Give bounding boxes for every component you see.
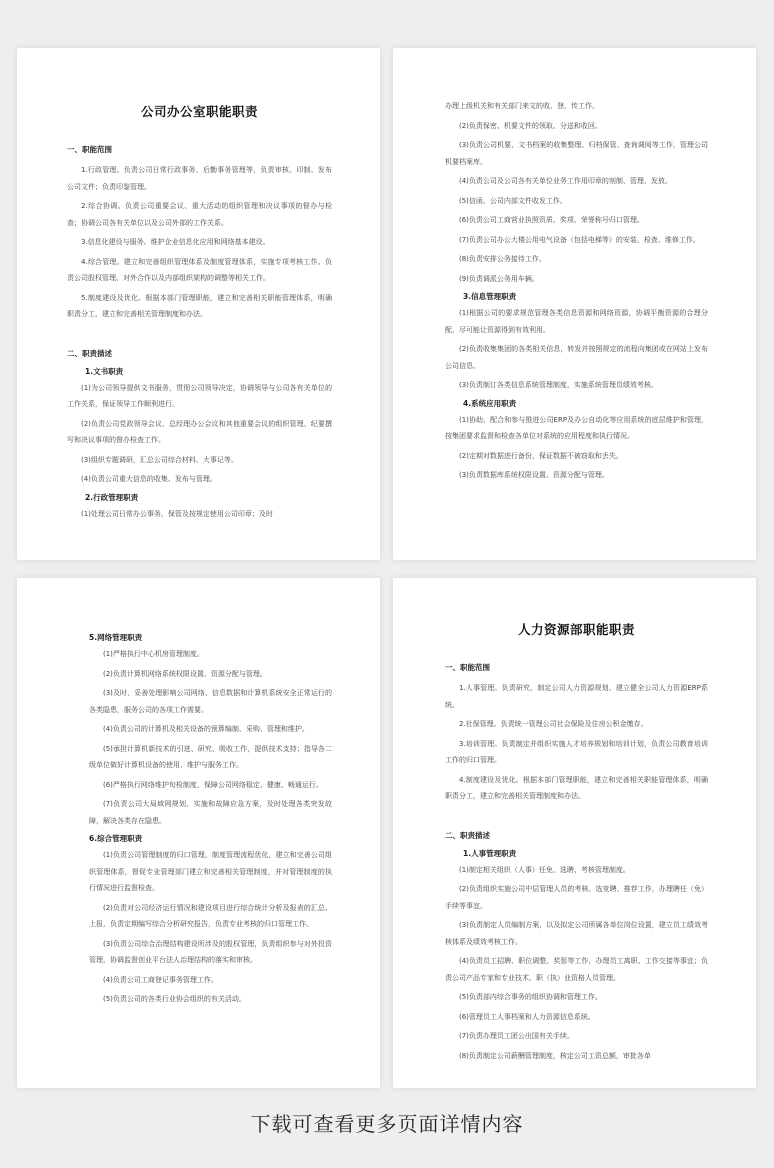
- paragraph-list: [67, 162, 332, 323]
- section-heading: 一、职能范围: [445, 663, 490, 672]
- subsection-heading: 5.网络管理职责: [89, 633, 143, 642]
- document-page-4: [393, 578, 756, 1088]
- paragraph: 5.制度建设及优化。根据本部门管理职能，建立和完善相关职能管理体系，明确职责分工，建立和完善相关管理制度和办法。: [67, 293, 332, 318]
- section-heading: 二、职责描述: [67, 348, 112, 358]
- paragraph: (4)负责公司工商登记事务管理工作。: [103, 975, 218, 984]
- subsection-heading: 1.人事管理职责: [463, 848, 517, 858]
- paragraph: (1)根据公司的要求规范管理各类信息资源和网络资源，协调平衡资源的合理分配，尽可能让资源得到有效利用。: [445, 309, 708, 334]
- paragraph: (4)负责公司及公司各有关单位业务工作用印章的刻制、管理、发放。: [459, 177, 672, 185]
- paragraph: (2)负责保密、机要文件的领取、分送和收回。: [459, 121, 602, 130]
- paragraph: 办理上级机关和有关部门来文的收、登、传工作。: [445, 102, 599, 110]
- paragraph: 3.信息化建设与服务。维护企业信息化应用和网络基本建设。: [81, 238, 270, 246]
- paragraph: (2)负责组织实施公司中层管理人员的考核、选竞聘、推荐工作，办理聘任（免）手续等事宜。: [445, 885, 708, 910]
- paragraph-list: [445, 680, 708, 805]
- paragraph-list: [445, 412, 708, 484]
- paragraph: (7)负责办理员工团公出国有关手续。: [459, 1032, 574, 1040]
- paragraph: (8)负责安排公务接待工作。: [459, 255, 546, 263]
- page-title: 人力资源部职能职责: [517, 622, 635, 637]
- paragraph: (8)负责制定公司薪酬管理制度，核定公司工资总额，审批各单: [459, 1051, 651, 1060]
- paragraph: 1.行政管理。负责公司日常行政事务、后勤事务管理等，负责审核、印制、发布公司文件；负责印鉴管理。: [67, 166, 332, 191]
- subsection-heading: 1.文书职责: [85, 366, 124, 376]
- paragraph: (3)负责制订各类信息系统管理制度，实施系统管理员绩效考核。: [459, 381, 658, 389]
- paragraph: (1)为公司领导提供文书服务，贯彻公司领导决定，协调领导与公司各有关单位的工作关系，保证领导工作顺利进行。: [67, 383, 332, 408]
- paragraph: (6)管理员工人事档案和人力资源信息系统。: [459, 1012, 595, 1021]
- paragraph: (2)负责对公司经济运行情况和建设项目进行综合统计分析及报表的汇总、上报，负责定期编写综合分析研究报告，负责专业考核的归口管理工作。: [89, 903, 332, 928]
- paragraph: (1)制定相关组织（人事）任免、选聘、考核管理制度。: [459, 865, 630, 874]
- subsection-heading: 4.系统应用职责: [463, 398, 517, 408]
- document-page-1: [17, 48, 380, 560]
- paragraph: 4.综合管理。建立和完善组织管理体系及制度管理体系，实施专项考核工作。负责公司股权管理、对外合作以及内部组织架构的调整等相关工作。: [67, 257, 332, 282]
- document-page-2: [393, 48, 756, 560]
- paragraph: (2)负责公司党政领导会议、总经理办公会议和其他重要会议的组织管理、纪要撰写和决议事项的督办检查工作。: [67, 419, 332, 444]
- paragraph: (3)负责数据库系统权限设置、资源分配与管理。: [459, 471, 609, 479]
- download-caption: 下载可查看更多页面详情内容: [250, 1112, 524, 1136]
- paragraph: (3)组织专题调研，汇总公司综合材料、大事记等。: [81, 455, 238, 464]
- subsection-heading: 6.综合管理职责: [89, 834, 143, 843]
- paragraph: (7)负责公司办公大楼公用电气设备（包括电梯等）的安装、检查、维修工作。: [459, 235, 700, 244]
- paragraph-list: [445, 305, 708, 394]
- paragraph-list: [67, 506, 332, 523]
- paragraph-list: [67, 380, 332, 488]
- document-page-3: [17, 578, 380, 1088]
- subsection-heading: 3.信息管理职责: [463, 292, 517, 301]
- paragraph: (1)负责公司管理制度的归口管理，制度管理流程优化，建立和完善公司组织管理体系，督促专业管理部门建立和完善相关管理制度，并对管理制度的执行情况进行监督检查。: [89, 851, 332, 892]
- paragraph-list: [89, 646, 332, 829]
- paragraph: 3.培训管理。负责制定并组织实施人才培养规划和培训计划，负责公司教育培训工作的归口管理。: [445, 739, 708, 764]
- paragraph: (5)承担计算机新技术的引进、研究、吸收工作，提供技术支持；指导各二级单位做好计算机设备的使用、维护与服务工作。: [89, 744, 332, 769]
- paragraph: (5)负责部内综合事务的组织协调和管理工作。: [459, 993, 602, 1001]
- subsection-heading: 2.行政管理职责: [85, 492, 139, 502]
- paragraph: (6)负责公司工商营业执照资质、奖项、荣誉称号归口管理。: [459, 216, 644, 224]
- paragraph: (2)负责收集集团的各类相关信息，转发并按照规定的流程向集团或在网站上发布公司信息。: [445, 345, 708, 370]
- paragraph: 4.制度建设及优化。根据本部门管理职能，建立和完善相关职能管理体系，明确职责分工，建立和完善相关管理制度和办法。: [445, 775, 708, 800]
- paragraph: (1)协助、配合和参与推进公司ERP及办公自动化等应用系统的底层维护和管理，按集团要求监督和检查各单位对系统的应用程度和执行情况。: [445, 415, 708, 440]
- paragraph: (1)处理公司日常办公事务，保管及按规定使用公司印章；及时: [81, 509, 273, 518]
- paragraph: (6)严格执行网络维护旬检制度，保障公司网络稳定、健康、畅通运行。: [103, 780, 323, 789]
- paragraph: 2.社保管理。负责统一管理公司社会保险及住房公积金缴存。: [459, 720, 648, 728]
- paragraph: (4)负责公司的计算机及相关设备的预算编制、采购、管理和维护。: [103, 725, 309, 733]
- paragraph: (7)负责公司大局域网规划、实施和故障应急方案，及时处理各类突发故障，解决各类存在隐患。: [89, 800, 332, 825]
- paragraph: 1.人事管理。负责研究、制定公司人力资源规划、建立健全公司人力资源ERP系统。: [445, 684, 708, 709]
- paragraph-list: [445, 862, 708, 1065]
- paragraph: (3)负责公司综合治理结构建设所涉及的股权管理，负责组织参与对外投资管理，协调监督创业平台法人治理结构的落实和审核。: [89, 939, 332, 964]
- paragraph: (4)负责员工招聘、职位调整、奖惩等工作，办理员工离职、工作交接等事宜；负责公司产品专家和专业技术、职（执）业资格人员管理。: [445, 957, 708, 982]
- paragraph: 2.综合协调。负责公司重要会议、重大活动的组织管理和决议事项的督办与检查；协调公司各有关单位以及公司外部的工作关系。: [67, 202, 332, 227]
- paragraph: (3)负责公司机要、文书档案的收集整理、归档保管、查询调阅等工作，管理公司机要档案库。: [445, 141, 708, 166]
- paragraph-list: [89, 847, 332, 1008]
- paragraph: (1)严格执行中心机房管理制度。: [103, 650, 204, 658]
- paragraph: (2)定期对数据进行备份，保证数据不被窃取和丢失。: [459, 451, 623, 460]
- paragraph: (5)信函、公司内部文件收发工作。: [459, 196, 567, 205]
- paragraph: (5)负责公司的各类行业协会组织的有关活动。: [103, 995, 246, 1003]
- paragraph: (9)负责调派公务用车辆。: [459, 274, 539, 283]
- paragraph: (2)负责计算机网络系统权限设置、资源分配与管理。: [103, 669, 267, 678]
- paragraph: (3)及时、妥善处理影响公司网络、信息数据和计算机系统安全正常运行的各类隐患，服务公司的各项工作需要。: [89, 689, 332, 714]
- paragraph-list: [445, 98, 708, 287]
- section-heading: 一、职能范围: [67, 145, 112, 154]
- section-heading: 二、职责描述: [445, 830, 490, 840]
- paragraph: (4)负责公司重大信息的收集、发布与管理。: [81, 475, 217, 483]
- page-title: 公司办公室职能职责: [140, 104, 258, 119]
- paragraph: (3)负责制定人员编制方案，以及拟定公司所属各单位岗位设置，建立员工绩效考核体系及绩效考核工作。: [445, 921, 708, 946]
